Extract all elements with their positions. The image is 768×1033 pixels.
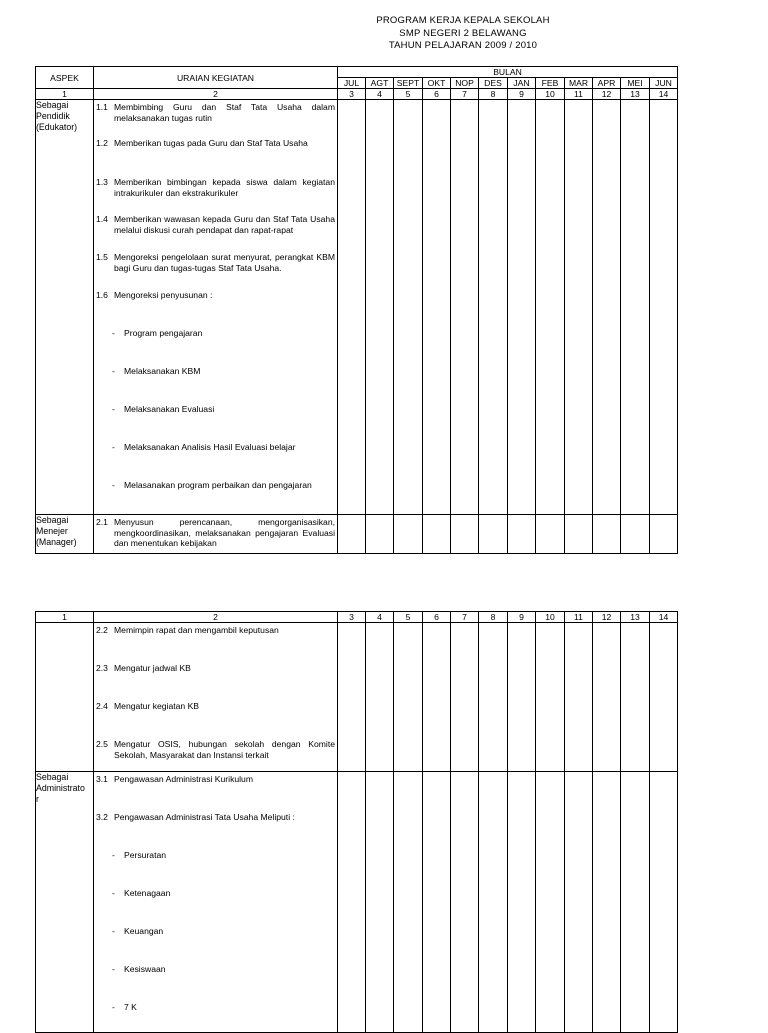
t2-col-num-4: 4 <box>366 612 394 623</box>
sub-item-kbm: - Melaksanakan KBM <box>112 366 201 376</box>
month-jul: JUL <box>338 78 366 89</box>
col-num-14: 14 <box>650 89 678 100</box>
col-num-13: 13 <box>621 89 650 100</box>
activity-2-1: 2.1 Menyusun perencanaan, mengorganisasikan, mengkoordinasikan, melaksanakan pengajaran Evaluasi dan menentukan kebijakan <box>96 517 335 548</box>
month-jun: JUN <box>650 78 678 89</box>
section-manager-cont-row <box>36 623 678 772</box>
activity-1-6: 1.6 Mengoreksi penyusunan : <box>96 290 213 300</box>
col-num-10: 10 <box>536 89 565 100</box>
activity-1-4: 1.4 Memberikan wawasan kepada Guru dan Staf Tata Usaha melalui diskusi curah pendapat dan rapat-rapat <box>96 214 335 235</box>
t2-col-num-6: 6 <box>423 612 451 623</box>
sub-item-kesiswaan: - Kesiswaan <box>112 964 166 974</box>
t2-col-num-11: 11 <box>565 612 593 623</box>
col-num-7: 7 <box>451 89 479 100</box>
t2-col-num-2: 2 <box>94 612 338 623</box>
aspek-manager-cont <box>36 623 94 772</box>
uraian-administrator <box>94 772 338 1033</box>
uraian-manager <box>94 515 338 554</box>
activity-1-1: 1.1 Membimbing Guru dan Staf Tata Usaha dalam melaksanakan tugas rutin <box>96 102 335 123</box>
header-aspek: ASPEK <box>36 67 94 89</box>
activity-1-3: 1.3 Memberikan bimbingan kepada siswa dalam kegiatan intrakurikuler dan ekstrakurikuler <box>96 177 335 198</box>
t2-col-num-5: 5 <box>394 612 423 623</box>
header-uraian: URAIAN KEGIATAN <box>94 67 338 89</box>
sub-item-perbaikan: - Melasanakan program perbaikan dan pengajaran <box>112 480 312 490</box>
section-edukator-row <box>36 100 678 515</box>
activity-1-2: 1.2 Memberikan tugas pada Guru dan Staf Tata Usaha <box>96 138 308 148</box>
col-num-1: 1 <box>36 89 94 100</box>
t2-col-num-10: 10 <box>536 612 565 623</box>
activity-1-5: 1.5 Mengoreksi pengelolaan surat menyurat, perangkat KBM bagi Guru dan tugas-tugas Staf Tata Usaha. <box>96 252 335 273</box>
month-nop: NOP <box>451 78 479 89</box>
t2-col-num-12: 12 <box>593 612 621 623</box>
sub-item-persuratan: - Persuratan <box>112 850 167 860</box>
t2-col-num-3: 3 <box>338 612 366 623</box>
activity-2-3: 2.3 Mengatur jadwal KB <box>96 663 191 673</box>
activity-2-4: 2.4 Mengatur kegiatan KB <box>96 701 200 711</box>
sub-item-analisis: - Melaksanakan Analisis Hasil Evaluasi belajar <box>112 442 296 452</box>
month-mei: MEI <box>621 78 650 89</box>
program-table-2 <box>35 611 678 1033</box>
month-mar: MAR <box>565 78 593 89</box>
sub-item-keuangan: - Keuangan <box>112 926 164 936</box>
month-feb: FEB <box>536 78 565 89</box>
month-des: DES <box>479 78 508 89</box>
month-agt: AGT <box>366 78 394 89</box>
aspek-administrator: Sebagai Administrato r <box>36 772 94 1033</box>
t2-col-num-9: 9 <box>508 612 536 623</box>
header-bulan: BULAN <box>338 67 678 78</box>
document-title <box>0 15 768 53</box>
uraian-manager-cont <box>94 623 338 772</box>
title-line-2: SMP NEGERI 2 BELAWANG <box>399 27 527 39</box>
activity-3-2: 3.2 Pengawasan Administrasi Tata Usaha Meliputi : <box>96 812 295 822</box>
aspek-manager: Sebagai Menejer (Manager) <box>36 515 94 554</box>
col-num-9: 9 <box>508 89 536 100</box>
uraian-edukator <box>94 100 338 515</box>
col-num-11: 11 <box>565 89 593 100</box>
col-num-6: 6 <box>423 89 451 100</box>
section-manager-row <box>36 515 678 554</box>
month-sept: SEPT <box>394 78 423 89</box>
col-num-4: 4 <box>366 89 394 100</box>
month-apr: APR <box>593 78 621 89</box>
program-table-1 <box>35 66 678 554</box>
activity-2-2: 2.2 Memimpin rapat dan mengambil keputusan <box>96 625 279 635</box>
title-line-1: PROGRAM KERJA KEPALA SEKOLAH <box>376 15 550 26</box>
col-num-8: 8 <box>479 89 508 100</box>
sub-item-ketenagaan: - Ketenagaan <box>112 888 171 898</box>
col-num-2: 2 <box>94 89 338 100</box>
sub-item-program-pengajaran: - Program pengajaran <box>112 328 203 338</box>
activity-3-1: 3.1 Pengawasan Administrasi Kurikulum <box>96 774 253 784</box>
t2-col-num-14: 14 <box>650 612 678 623</box>
aspek-edukator: Sebagai Pendidik (Edukator) <box>36 100 94 515</box>
t2-col-num-13: 13 <box>621 612 650 623</box>
col-num-3: 3 <box>338 89 366 100</box>
col-num-12: 12 <box>593 89 621 100</box>
t2-col-num-8: 8 <box>479 612 508 623</box>
month-okt: OKT <box>423 78 451 89</box>
title-line-3: TAHUN PELAJARAN 2009 / 2010 <box>388 40 538 51</box>
section-administrator-row <box>36 772 678 1033</box>
sub-item-evaluasi: - Melaksanakan Evaluasi <box>112 404 215 414</box>
month-jan: JAN <box>508 78 536 89</box>
t2-col-num-7: 7 <box>451 612 479 623</box>
activity-2-5: 2.5 Mengatur OSIS, hubungan sekolah dengan Komite Sekolah, Masyarakat dan Instansi terkait <box>96 739 335 760</box>
sub-item-7k: - 7 K <box>112 1002 137 1012</box>
col-num-5: 5 <box>394 89 423 100</box>
t2-col-num-1: 1 <box>36 612 94 623</box>
